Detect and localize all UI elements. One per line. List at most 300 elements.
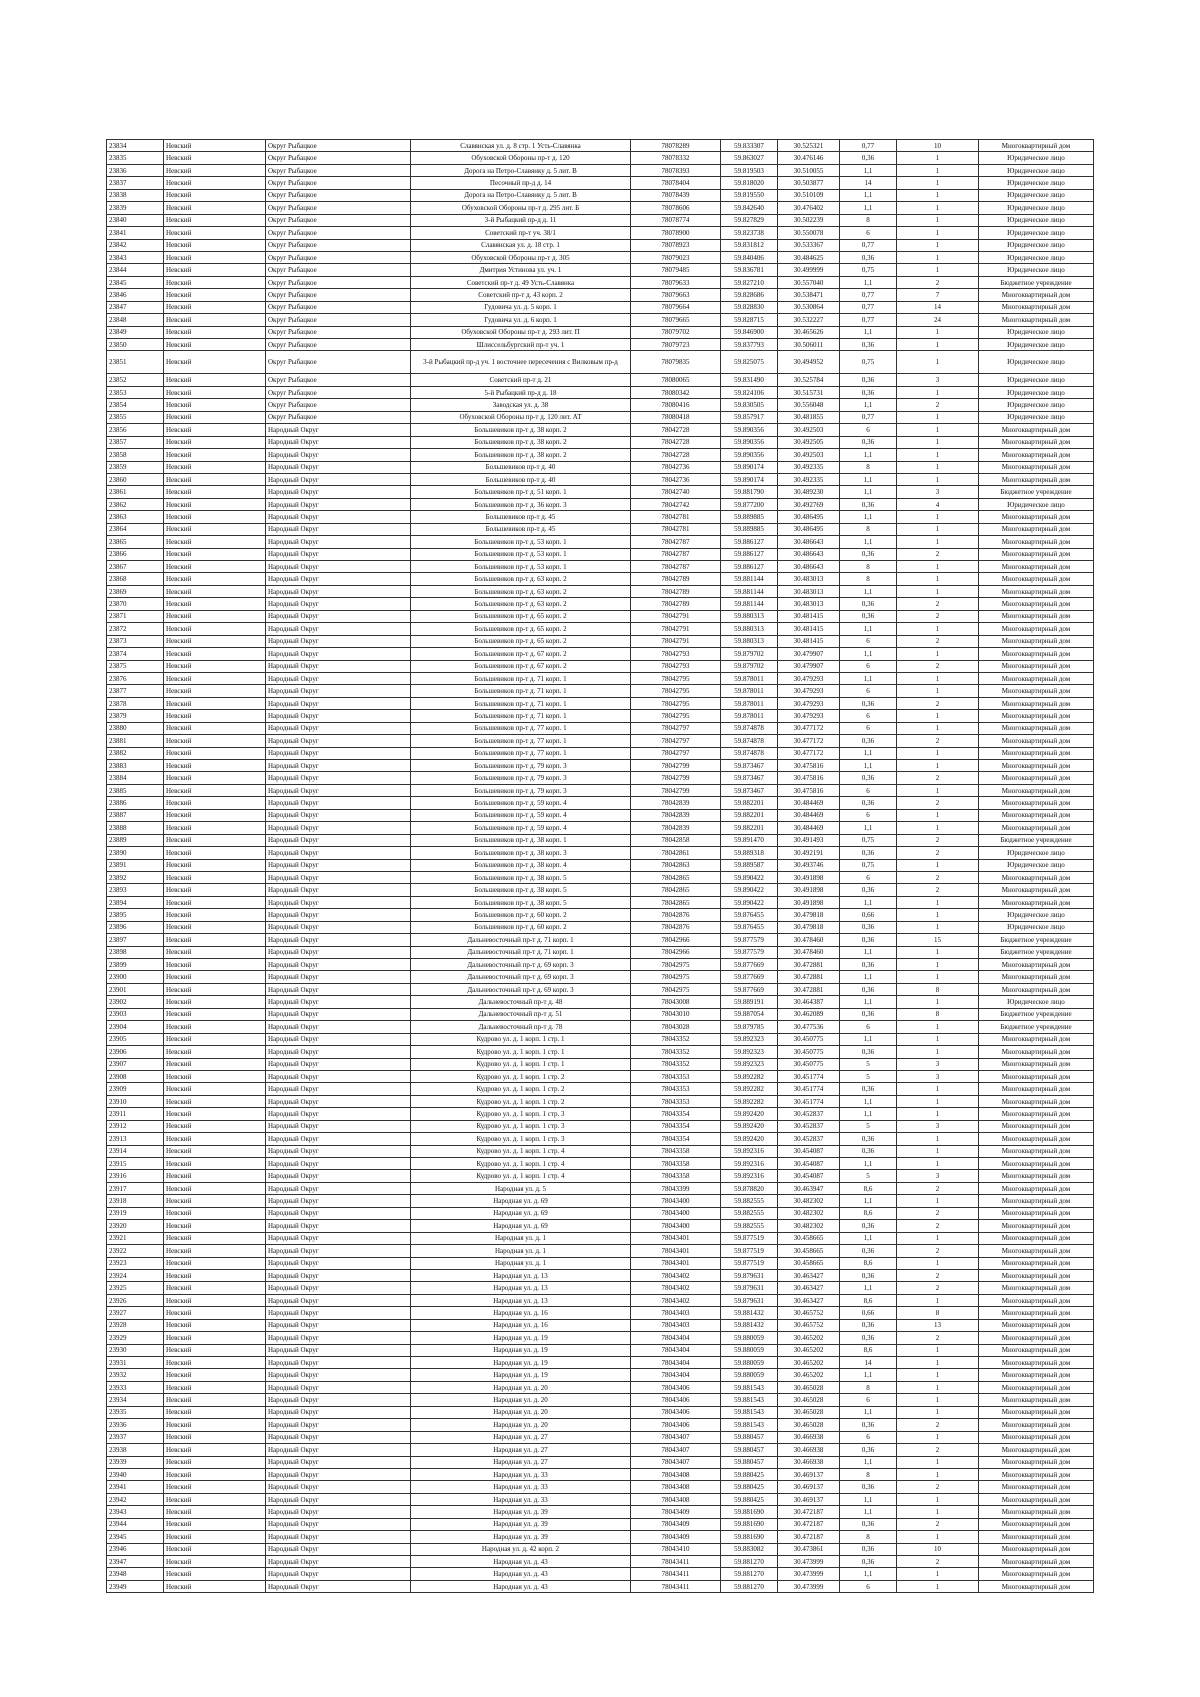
municipal-okrug-cell: Народный Округ [266,585,411,597]
row-number-cell: 23928 [107,1319,164,1331]
longitude-cell: 30.479293 [778,697,840,709]
address-cell: Большевиков пр-т д. 63 корп. 2 [411,585,631,597]
count-cell: 1 [897,672,979,684]
count-cell: 10 [897,140,979,152]
volume-cell: 8,6 [840,1182,897,1194]
count-cell: 1 [897,473,979,485]
longitude-cell: 30.479818 [778,921,840,933]
count-cell: 2 [897,1518,979,1530]
district-cell: Невский [164,959,266,971]
row-number-cell: 23881 [107,735,164,747]
address-cell: Кудрово ул. д. 1 корп. 1 стр. 2 [411,1095,631,1107]
volume-cell: 0,36 [840,1083,897,1095]
longitude-cell: 30.463427 [778,1269,840,1281]
latitude-cell: 59.879702 [721,660,778,672]
count-cell: 2 [897,1220,979,1232]
municipal-okrug-cell: Народный Округ [266,685,411,697]
table-row [107,1506,1094,1518]
count-cell: 1 [897,164,979,176]
municipal-okrug-cell: Округ Рыбацкое [266,177,411,189]
municipal-okrug-cell: Народный Округ [266,1070,411,1082]
row-number-cell: 23861 [107,486,164,498]
volume-cell: 6 [840,424,897,436]
object-type-cell: Многоквартирный дом [979,1182,1094,1194]
table-row [107,399,1094,411]
count-cell: 1 [897,896,979,908]
code-cell: 78043409 [631,1531,721,1543]
district-cell: Невский [164,339,266,351]
volume-cell: 1,1 [840,189,897,201]
object-type-cell: Многоквартирный дом [979,797,1094,809]
municipal-okrug-cell: Народный Округ [266,486,411,498]
district-cell: Невский [164,1207,266,1219]
district-cell: Невский [164,511,266,523]
count-cell: 1 [897,1195,979,1207]
longitude-cell: 30.525784 [778,374,840,386]
district-cell: Невский [164,1294,266,1306]
latitude-cell: 59.877669 [721,971,778,983]
latitude-cell: 59.880425 [721,1493,778,1505]
latitude-cell: 59.874878 [721,735,778,747]
table-row [107,1531,1094,1543]
address-cell: Народная ул. д. 42 корп. 2 [411,1543,631,1555]
count-cell: 1 [897,1431,979,1443]
municipal-okrug-cell: Округ Рыбацкое [266,301,411,313]
code-cell: 78042795 [631,697,721,709]
code-cell: 78042789 [631,573,721,585]
longitude-cell: 30.465752 [778,1319,840,1331]
volume-cell: 1,1 [840,1456,897,1468]
municipal-okrug-cell: Округ Рыбацкое [266,411,411,423]
table-row [107,1543,1094,1555]
table-row [107,784,1094,796]
table-row [107,561,1094,573]
count-cell: 2 [897,635,979,647]
row-number-cell: 23889 [107,834,164,846]
latitude-cell: 59.890422 [721,871,778,883]
latitude-cell: 59.833307 [721,140,778,152]
code-cell: 78042799 [631,772,721,784]
object-type-cell: Многоквартирный дом [979,1506,1094,1518]
count-cell: 1 [897,461,979,473]
row-number-cell: 23897 [107,934,164,946]
code-cell: 78078606 [631,202,721,214]
object-type-cell: Многоквартирный дом [979,1083,1094,1095]
code-cell: 78043410 [631,1543,721,1555]
district-cell: Невский [164,214,266,226]
table-row [107,1170,1094,1182]
volume-cell: 1,1 [840,946,897,958]
row-number-cell: 23873 [107,635,164,647]
row-number-cell: 23917 [107,1182,164,1194]
volume-cell: 1,1 [840,623,897,635]
table-row [107,202,1094,214]
code-cell: 78043358 [631,1145,721,1157]
longitude-cell: 30.479818 [778,909,840,921]
municipal-okrug-cell: Народный Округ [266,1232,411,1244]
count-cell: 2 [897,276,979,288]
object-type-cell: Бюджетное учреждение [979,486,1094,498]
district-cell: Невский [164,1381,266,1393]
table-row [107,672,1094,684]
latitude-cell: 59.881543 [721,1381,778,1393]
count-cell: 1 [897,351,979,374]
address-cell: Большевиков пр-т д. 38 корп. 5 [411,896,631,908]
municipal-okrug-cell: Народный Округ [266,1170,411,1182]
volume-cell: 0,36 [840,847,897,859]
volume-cell: 6 [840,710,897,722]
object-type-cell: Многоквартирный дом [979,1257,1094,1269]
table-row [107,251,1094,263]
longitude-cell: 30.477172 [778,747,840,759]
municipal-okrug-cell: Народный Округ [266,1133,411,1145]
code-cell: 78043407 [631,1444,721,1456]
count-cell: 1 [897,921,979,933]
district-cell: Невский [164,239,266,251]
latitude-cell: 59.831812 [721,239,778,251]
district-cell: Невский [164,1170,266,1182]
latitude-cell: 59.890356 [721,449,778,461]
code-cell: 78043354 [631,1133,721,1145]
district-cell: Невский [164,921,266,933]
longitude-cell: 30.465028 [778,1394,840,1406]
longitude-cell: 30.479907 [778,648,840,660]
object-type-cell: Юридическое лицо [979,847,1094,859]
count-cell: 2 [897,735,979,747]
table-row [107,177,1094,189]
latitude-cell: 59.818020 [721,177,778,189]
volume-cell: 0,36 [840,339,897,351]
longitude-cell: 30.469137 [778,1468,840,1480]
longitude-cell: 30.458665 [778,1232,840,1244]
row-number-cell: 23877 [107,685,164,697]
volume-cell: 0,36 [840,983,897,995]
municipal-okrug-cell: Народный Округ [266,1145,411,1157]
volume-cell: 1,1 [840,536,897,548]
object-type-cell: Многоквартирный дом [979,1307,1094,1319]
municipal-okrug-cell: Округ Рыбацкое [266,314,411,326]
code-cell: 78042740 [631,486,721,498]
code-cell: 78043010 [631,1008,721,1020]
municipal-okrug-cell: Народный Округ [266,1245,411,1257]
code-cell: 78043401 [631,1245,721,1257]
count-cell: 3 [897,1058,979,1070]
count-cell: 1 [897,996,979,1008]
district-cell: Невский [164,710,266,722]
latitude-cell: 59.874878 [721,747,778,759]
address-cell: Народная ул. д. 1 [411,1232,631,1244]
district-cell: Невский [164,772,266,784]
longitude-cell: 30.491493 [778,834,840,846]
volume-cell: 0,36 [840,772,897,784]
district-cell: Невский [164,809,266,821]
object-type-cell: Многоквартирный дом [979,1493,1094,1505]
count-cell: 3 [897,374,979,386]
district-cell: Невский [164,351,266,374]
municipal-okrug-cell: Народный Округ [266,1344,411,1356]
longitude-cell: 30.510055 [778,164,840,176]
count-cell: 2 [897,697,979,709]
code-cell: 78043358 [631,1170,721,1182]
code-cell: 78078439 [631,189,721,201]
longitude-cell: 30.492503 [778,449,840,461]
register-table-body [107,140,1094,1593]
district-cell: Невский [164,1108,266,1120]
code-cell: 78078900 [631,227,721,239]
longitude-cell: 30.451774 [778,1095,840,1107]
volume-cell: 1,1 [840,971,897,983]
volume-cell: 1,1 [840,1195,897,1207]
municipal-okrug-cell: Народный Округ [266,1307,411,1319]
district-cell: Невский [164,140,266,152]
code-cell: 78079702 [631,326,721,338]
code-cell: 78043353 [631,1083,721,1095]
count-cell: 2 [897,834,979,846]
row-number-cell: 23922 [107,1245,164,1257]
table-row [107,760,1094,772]
longitude-cell: 30.486643 [778,561,840,573]
object-type-cell: Многоквартирный дом [979,1369,1094,1381]
volume-cell: 8 [840,1468,897,1480]
municipal-okrug-cell: Округ Рыбацкое [266,202,411,214]
code-cell: 78078404 [631,177,721,189]
latitude-cell: 59.889587 [721,859,778,871]
latitude-cell: 59.887054 [721,1008,778,1020]
table-row [107,1046,1094,1058]
district-cell: Невский [164,498,266,510]
district-cell: Невский [164,610,266,622]
volume-cell: 8,6 [840,1344,897,1356]
latitude-cell: 59.892420 [721,1120,778,1132]
longitude-cell: 30.499999 [778,264,840,276]
code-cell: 78042791 [631,623,721,635]
table-row [107,1269,1094,1281]
municipal-okrug-cell: Народный Округ [266,1543,411,1555]
district-cell: Невский [164,227,266,239]
count-cell: 1 [897,523,979,535]
district-cell: Невский [164,685,266,697]
code-cell: 78043353 [631,1095,721,1107]
table-row [107,996,1094,1008]
code-cell: 78043352 [631,1058,721,1070]
code-cell: 78043400 [631,1220,721,1232]
volume-cell: 1,1 [840,326,897,338]
volume-cell: 6 [840,1431,897,1443]
code-cell: 78042799 [631,760,721,772]
table-row [107,1294,1094,1306]
address-cell: Большевиков пр-т д. 77 корп. 1 [411,722,631,734]
row-number-cell: 23925 [107,1282,164,1294]
latitude-cell: 59.880059 [721,1357,778,1369]
object-type-cell: Многоквартирный дом [979,884,1094,896]
count-cell: 15 [897,934,979,946]
municipal-okrug-cell: Народный Округ [266,784,411,796]
municipal-okrug-cell: Народный Округ [266,1257,411,1269]
code-cell: 78042839 [631,822,721,834]
municipal-okrug-cell: Народный Округ [266,884,411,896]
latitude-cell: 59.880425 [721,1468,778,1480]
latitude-cell: 59.877519 [721,1257,778,1269]
code-cell: 78042742 [631,498,721,510]
district-cell: Невский [164,672,266,684]
row-number-cell: 23893 [107,884,164,896]
address-cell: Гудовича ул. д. 6 корп. 1 [411,314,631,326]
latitude-cell: 59.877669 [721,983,778,995]
municipal-okrug-cell: Народный Округ [266,1182,411,1194]
address-cell: Большевиков пр-т д. 71 корп. 1 [411,672,631,684]
municipal-okrug-cell: Округ Рыбацкое [266,239,411,251]
longitude-cell: 30.483013 [778,585,840,597]
row-number-cell: 23853 [107,386,164,398]
address-cell: Большевиков пр-т д. 79 корп. 3 [411,784,631,796]
count-cell: 2 [897,797,979,809]
district-cell: Невский [164,326,266,338]
address-cell: Обуховской Обороны пр-т д. 120 [411,152,631,164]
latitude-cell: 59.882555 [721,1220,778,1232]
table-row [107,1220,1094,1232]
address-cell: Большевиков пр-т д. 59 корп. 4 [411,809,631,821]
latitude-cell: 59.873467 [721,760,778,772]
volume-cell: 6 [840,871,897,883]
table-row [107,1108,1094,1120]
address-cell: 5-й Рыбацкий пр-д д. 18 [411,386,631,398]
district-cell: Невский [164,1195,266,1207]
municipal-okrug-cell: Народный Округ [266,648,411,660]
volume-cell: 6 [840,660,897,672]
table-row [107,214,1094,226]
district-cell: Невский [164,1083,266,1095]
longitude-cell: 30.492335 [778,461,840,473]
latitude-cell: 59.873467 [721,784,778,796]
row-number-cell: 23916 [107,1170,164,1182]
municipal-okrug-cell: Народный Округ [266,511,411,523]
code-cell: 78042793 [631,660,721,672]
table-row [107,227,1094,239]
table-row [107,1070,1094,1082]
table-row [107,834,1094,846]
code-cell: 78042861 [631,847,721,859]
count-cell: 10 [897,1543,979,1555]
municipal-okrug-cell: Народный Округ [266,909,411,921]
latitude-cell: 59.890356 [721,424,778,436]
object-type-cell: Юридическое лицо [979,909,1094,921]
latitude-cell: 59.824106 [721,386,778,398]
address-cell: Обуховской Обороны пр-т д. 293 лит. П [411,326,631,338]
object-type-cell: Многоквартирный дом [979,1332,1094,1344]
count-cell: 1 [897,1506,979,1518]
object-type-cell: Многоквартирный дом [979,1033,1094,1045]
code-cell: 78042791 [631,635,721,647]
volume-cell: 8 [840,561,897,573]
code-cell: 78043409 [631,1518,721,1530]
volume-cell: 1,1 [840,1095,897,1107]
count-cell: 3 [897,486,979,498]
longitude-cell: 30.557040 [778,276,840,288]
longitude-cell: 30.450775 [778,1033,840,1045]
address-cell: Народная ул. д. 69 [411,1220,631,1232]
volume-cell: 6 [840,227,897,239]
volume-cell: 8 [840,214,897,226]
district-cell: Невский [164,314,266,326]
row-number-cell: 23890 [107,847,164,859]
longitude-cell: 30.465202 [778,1357,840,1369]
longitude-cell: 30.491898 [778,884,840,896]
count-cell: 2 [897,548,979,560]
address-cell: Кудрово ул. д. 1 корп. 1 стр. 3 [411,1133,631,1145]
row-number-cell: 23858 [107,449,164,461]
latitude-cell: 59.890422 [721,896,778,908]
code-cell: 78043400 [631,1195,721,1207]
code-cell: 78042781 [631,523,721,535]
municipal-okrug-cell: Округ Рыбацкое [266,276,411,288]
municipal-okrug-cell: Народный Округ [266,1021,411,1033]
district-cell: Невский [164,1319,266,1331]
table-row [107,326,1094,338]
longitude-cell: 30.465202 [778,1332,840,1344]
volume-cell: 0,36 [840,797,897,809]
municipal-okrug-cell: Народный Округ [266,1444,411,1456]
district-cell: Невский [164,1120,266,1132]
object-type-cell: Многоквартирный дом [979,1269,1094,1281]
row-number-cell: 23892 [107,871,164,883]
latitude-cell: 59.881432 [721,1319,778,1331]
count-cell: 1 [897,946,979,958]
table-row [107,1419,1094,1431]
district-cell: Невский [164,461,266,473]
object-type-cell: Юридическое лицо [979,189,1094,201]
object-type-cell: Юридическое лицо [979,399,1094,411]
code-cell: 78043406 [631,1419,721,1431]
code-cell: 78042787 [631,548,721,560]
latitude-cell: 59.819503 [721,164,778,176]
longitude-cell: 30.486643 [778,548,840,560]
row-number-cell: 23894 [107,896,164,908]
count-cell: 1 [897,909,979,921]
address-cell: Большевиков пр-т д. 40 [411,461,631,473]
address-cell: Народная ул. д. 13 [411,1294,631,1306]
table-row [107,523,1094,535]
latitude-cell: 59.889885 [721,511,778,523]
district-cell: Невский [164,871,266,883]
object-type-cell: Многоквартирный дом [979,314,1094,326]
longitude-cell: 30.472881 [778,983,840,995]
district-cell: Невский [164,747,266,759]
object-type-cell: Многоквартирный дом [979,1070,1094,1082]
volume-cell: 0,77 [840,289,897,301]
count-cell: 1 [897,1381,979,1393]
address-cell: Народная ул. д. 5 [411,1182,631,1194]
latitude-cell: 59.886127 [721,561,778,573]
object-type-cell: Многоквартирный дом [979,449,1094,461]
longitude-cell: 30.510109 [778,189,840,201]
longitude-cell: 30.494952 [778,351,840,374]
count-cell: 1 [897,561,979,573]
municipal-okrug-cell: Округ Рыбацкое [266,251,411,263]
longitude-cell: 30.479293 [778,672,840,684]
district-cell: Невский [164,859,266,871]
longitude-cell: 30.472881 [778,971,840,983]
object-type-cell: Многоквартирный дом [979,983,1094,995]
table-row [107,449,1094,461]
register-table [106,139,1094,1593]
object-type-cell: Многоквартирный дом [979,896,1094,908]
volume-cell: 1,1 [840,648,897,660]
latitude-cell: 59.840406 [721,251,778,263]
longitude-cell: 30.482302 [778,1207,840,1219]
row-number-cell: 23896 [107,921,164,933]
latitude-cell: 59.892323 [721,1058,778,1070]
code-cell: 78042966 [631,946,721,958]
